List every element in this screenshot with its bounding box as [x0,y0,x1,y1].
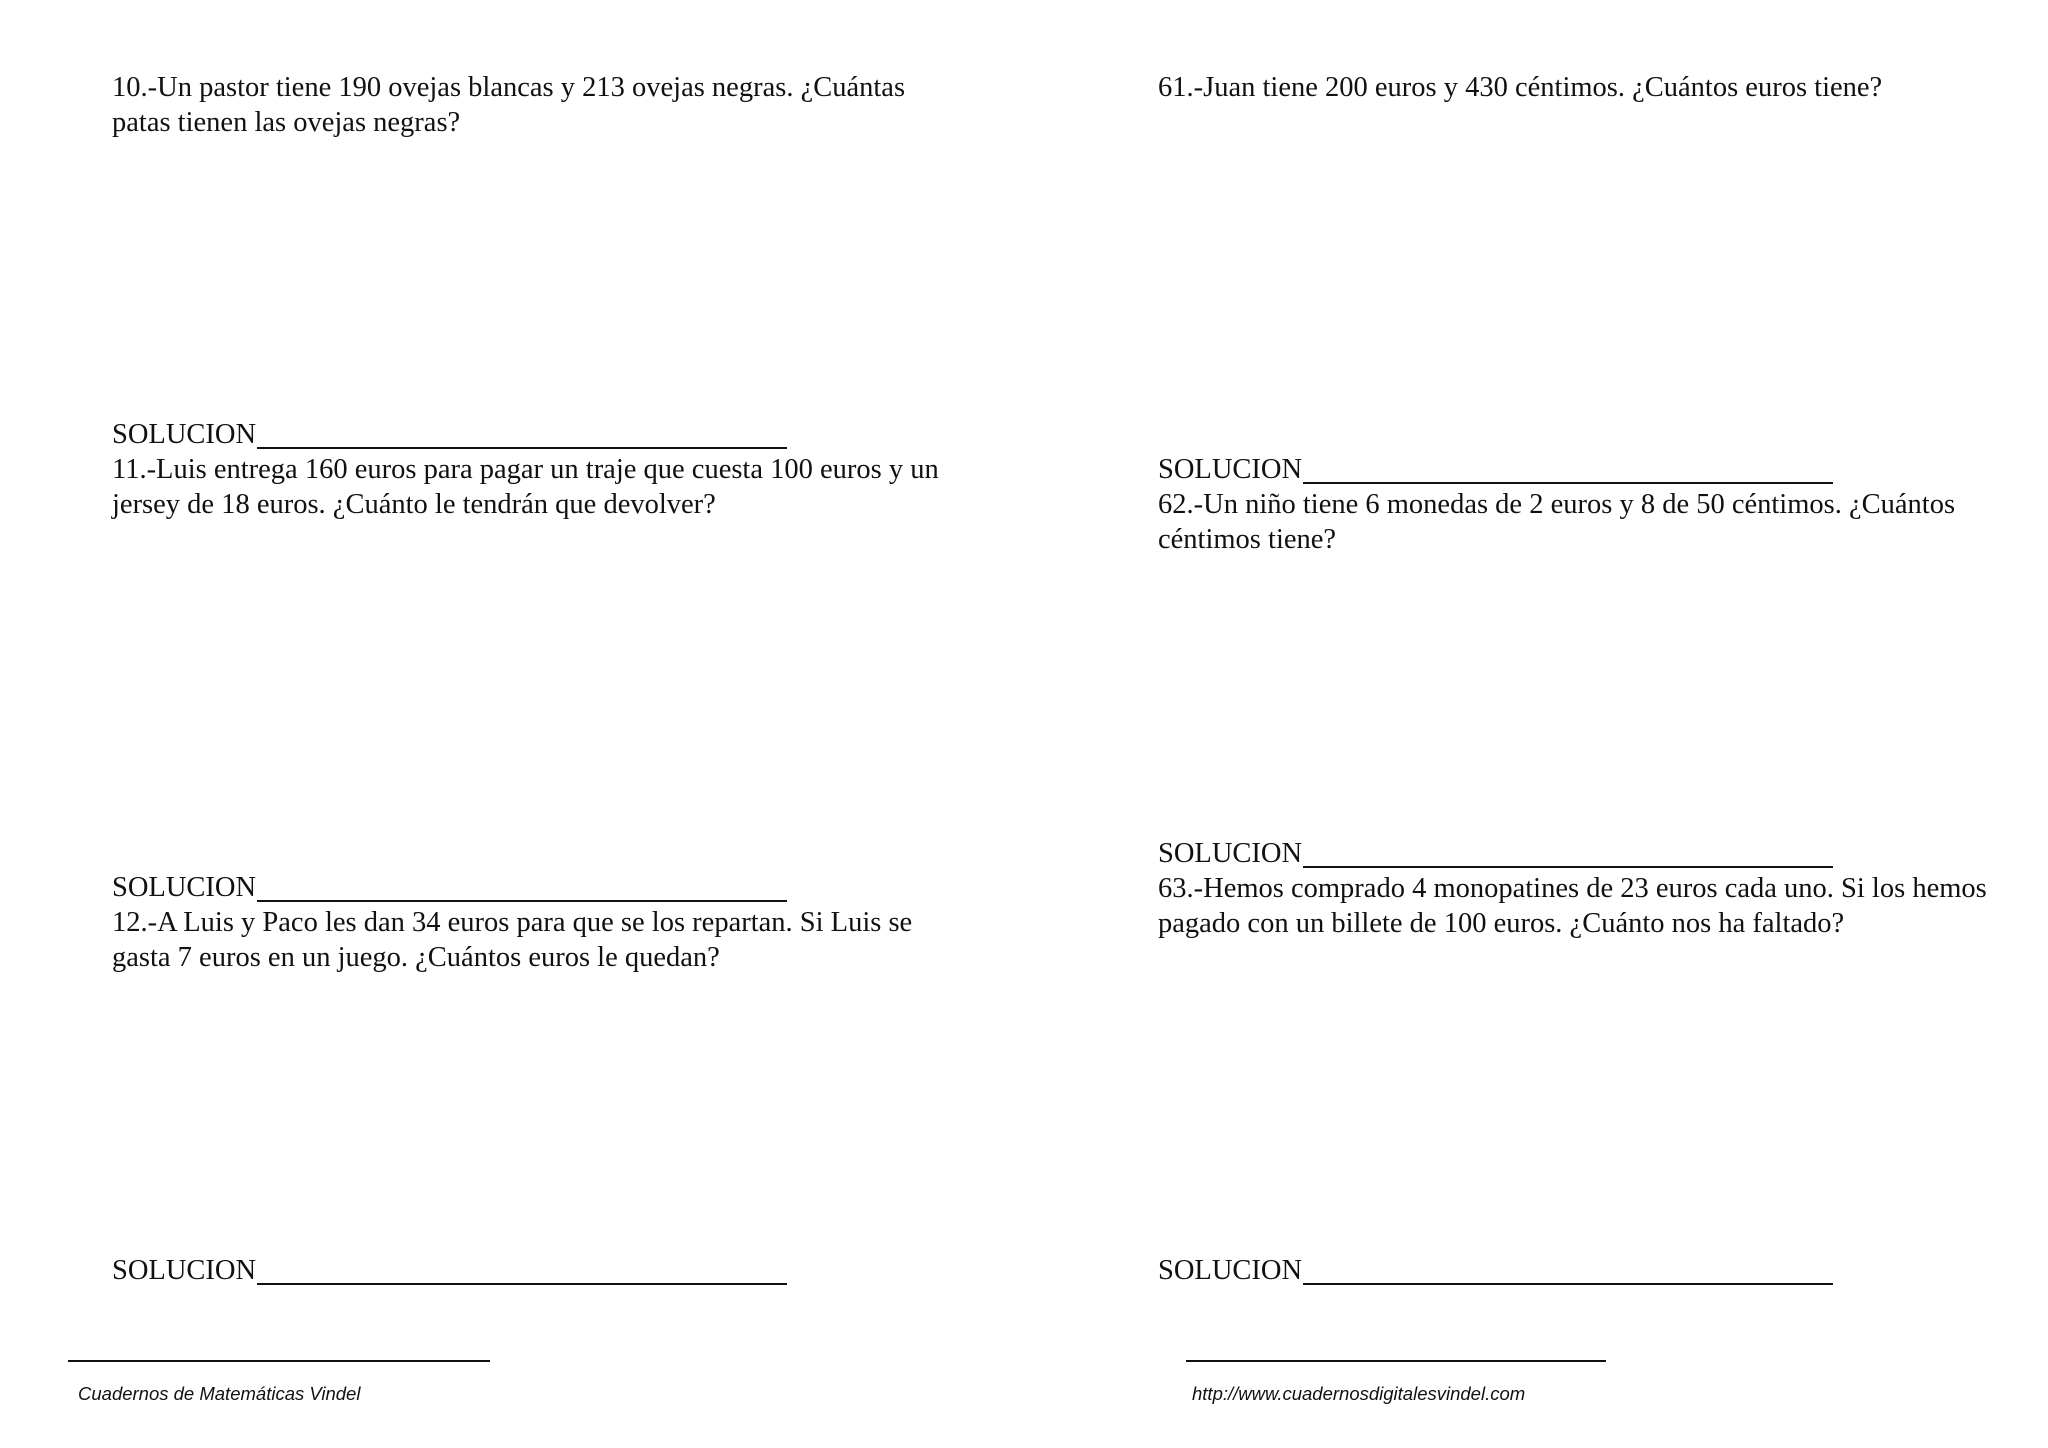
solution-line-12 [112,1253,787,1288]
answer-blank [1303,1257,1833,1285]
solution-label: SOLUCION [1158,454,1303,485]
solution-line-62 [1158,836,1833,871]
problem-10: 10.-Un pastor tiene 190 ovejas blancas y 213 ovejas negras. ¿Cuántas patas tienen las ovejas negras? [112,72,906,138]
footer-right-text: http://www.cuadernosdigitalesvindel.com [1192,1383,1526,1404]
answer-blank [1303,840,1833,868]
footer-rule-right [1186,1360,1606,1362]
solution-label: SOLUCION [1158,838,1303,869]
problem-62: 62.-Un niño tiene 6 monedas de 2 euros y 8 de 50 céntimos. ¿Cuántos céntimos tiene? [1158,489,1956,555]
solution-line-61 [1158,452,1833,487]
answer-blank [257,874,787,902]
answer-blank [257,1257,787,1285]
answer-blank [257,421,787,449]
solution-line-11 [112,870,787,905]
answer-blank [1303,456,1833,484]
solution-line-63 [1158,1253,1833,1288]
solution-label: SOLUCION [1158,1255,1303,1286]
solution-label: SOLUCION [112,1255,257,1286]
problem-12: 12.-A Luis y Paco les dan 34 euros para que se los repartan. Si Luis se gasta 7 euros en un juego. ¿Cuántos euros le quedan? [112,907,913,973]
solution-label: SOLUCION [112,872,257,903]
footer-left-text: Cuadernos de Matemáticas Vindel [78,1383,361,1404]
problem-63: 63.-Hemos comprado 4 monopatines de 23 euros cada uno. Si los hemos pagado con un billete de 100 euros. ¿Cuánto nos ha faltado? [1158,873,1987,939]
problem-11: 11.-Luis entrega 160 euros para pagar un traje que cuesta 100 euros y un jersey de 18 euros. ¿Cuánto le tendrán que devolver? [112,454,939,520]
solution-line-10 [112,417,787,452]
problem-61: 61.-Juan tiene 200 euros y 430 céntimos. ¿Cuántos euros tiene? [1158,72,1883,103]
solution-label: SOLUCION [112,419,257,450]
footer-rule-left [68,1360,490,1362]
